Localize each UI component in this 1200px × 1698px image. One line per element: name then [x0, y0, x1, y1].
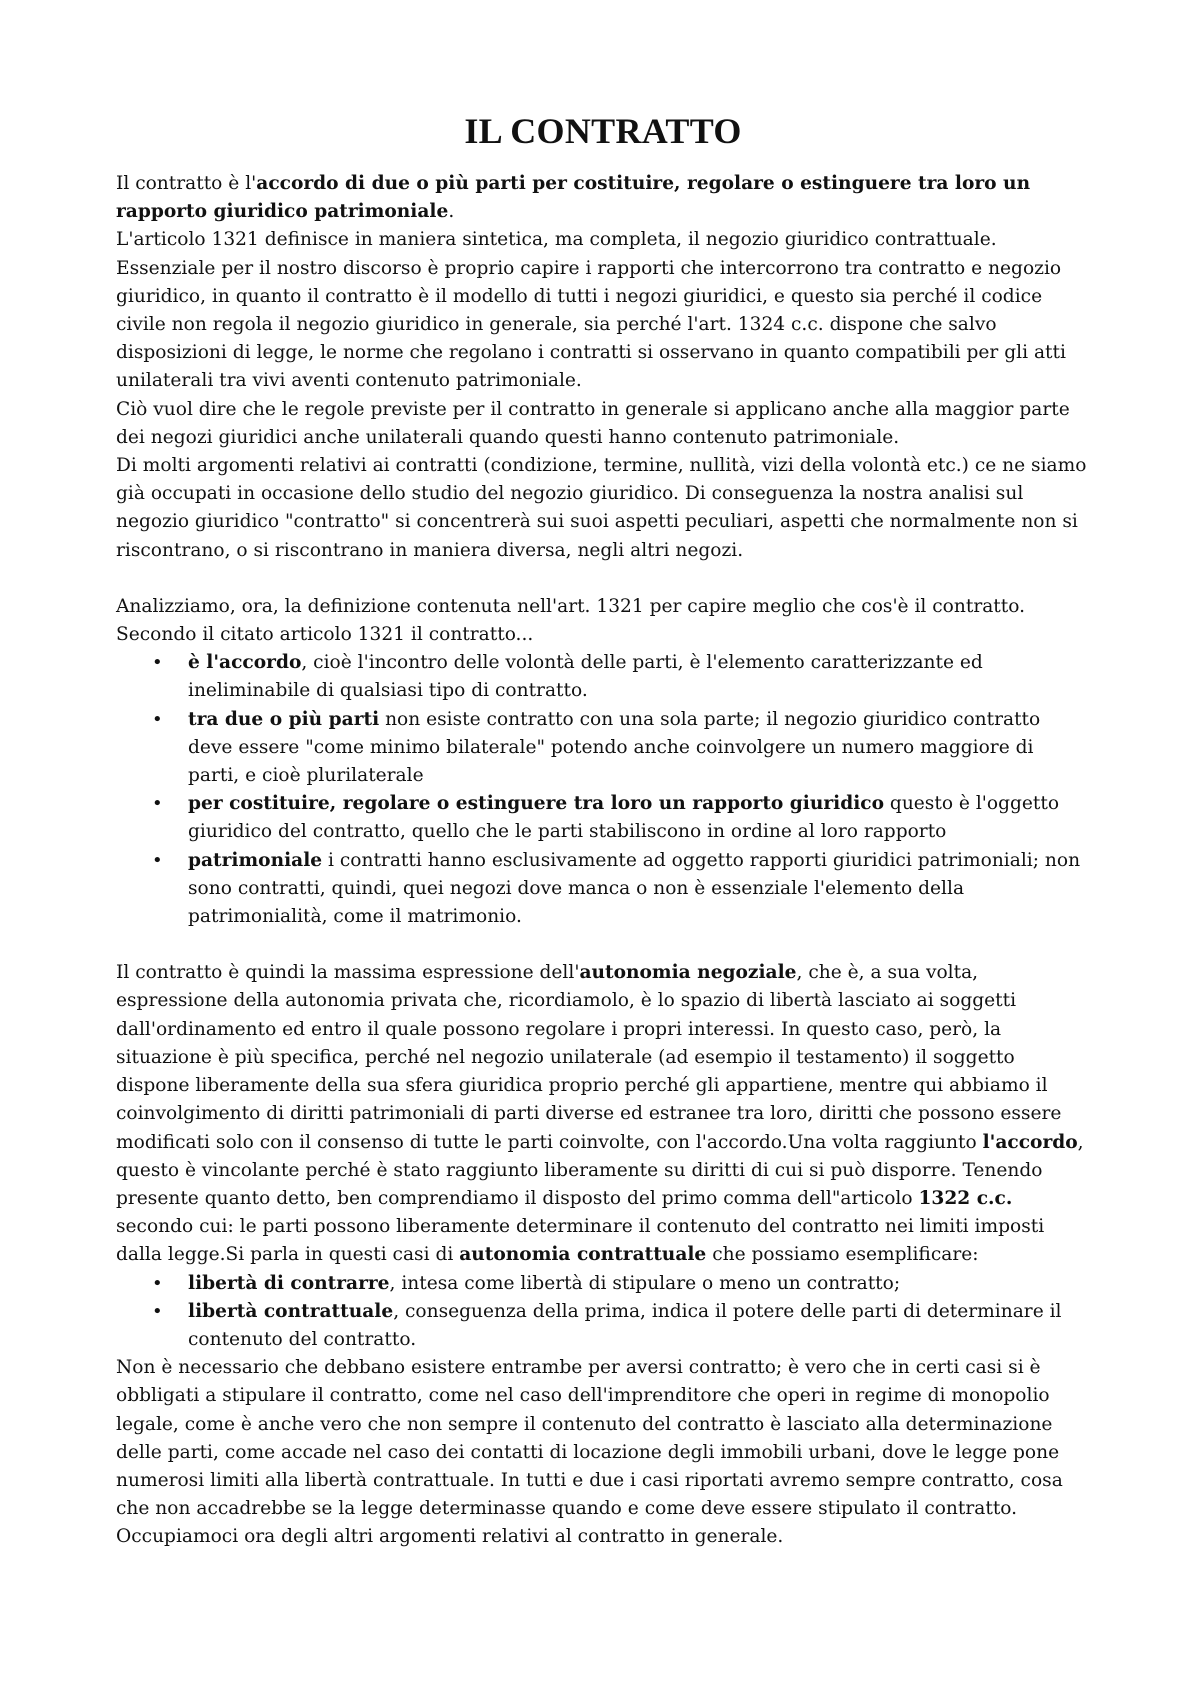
intro-text: Il contratto è l': [116, 173, 257, 194]
bullet-icon: •: [152, 1272, 163, 1294]
list-item: [152, 790, 1090, 846]
intro-text-end: .: [448, 201, 455, 223]
autonomy-term-bold: autonomia negoziale: [579, 962, 797, 984]
list-item: [152, 649, 1090, 705]
paragraph-autonomy: [116, 959, 1090, 1269]
paragraph-conclusion: Non è necessario che debbano esistere entrambe per aversi contratto; è vero che in certi casi si è obbligati a stipulare il contratto, come nel caso dell'imprenditore che operi in regime di monopolio legale, come è anche vero che non sempre il contenuto del contratto è lasciato alla determinazione delle parti, come accade nel caso dei contatti di locazione degli immobili urbani, dove le legge pone numerosi limiti alla libertà contrattuale. In tutti e due i casi riportati avremo sempre contratto, cosa che non accadrebbe se la legge determinasse quando e come deve essere stipulato il contratto. Occupiamoci ora degli altri argomenti relativi al contratto in generale.: [116, 1357, 1063, 1548]
autonomy-list: [116, 1270, 1090, 1355]
autonomy-text: , questo è vincolante perché è stato raggiunto liberamente su diritti di cui si può disporre. Tenendo presente quanto detto, ben comprendiamo il disposto del primo comma dell"articolo: [116, 1131, 1084, 1209]
accordo-term-bold: l'accordo: [982, 1131, 1078, 1153]
autonomy-text: che possiamo esemplificare:: [706, 1244, 979, 1266]
list-item: [152, 1298, 1090, 1354]
definition-list: [116, 649, 1090, 931]
autonomy-text: Il contratto è quindi la massima espressione dell': [116, 962, 580, 984]
list-item-text: , intesa come libertà di stipulare o meno un contratto;: [389, 1272, 901, 1294]
spacer: [116, 565, 1090, 593]
list-item-text: , cioè l'incontro delle volontà delle parti, è l'elemento caratterizzante ed ineliminabile di qualsiasi tipo di contratto.: [188, 652, 983, 702]
paragraph-article-1321: L'articolo 1321 definisce in maniera sintetica, ma completa, il negozio giuridico contrattuale. Essenziale per il nostro discorso è proprio capire i rapporti che intercorrono tra contratto e negozio giuridico, in quanto il contratto è il modello di tutti i negozi giuridici, e questo sia perché il codice civile non regola il negozio giuridico in generale, sia perché l'art. 1324 c.c. dispone che salvo disposizioni di legge, le norme che regolano i contratti si osservano in quanto compatibili per gli atti unilaterali tra vivi aventi contenuto patrimoniale.: [116, 229, 1066, 392]
list-item-term: libertà contrattuale: [188, 1300, 394, 1322]
bullet-icon: •: [152, 652, 163, 674]
article-ref-bold: 1322 c.c.: [918, 1187, 1013, 1209]
list-item: [152, 706, 1090, 791]
paragraph-general-rules: Ciò vuol dire che le regole previste per il contratto in generale si applicano anche alla maggior parte dei negozi giuridici anche unilaterali quando questi hanno contenuto patrimoniale.: [116, 398, 1070, 448]
bullet-icon: •: [152, 1300, 163, 1322]
list-item-term: tra due o più parti: [188, 708, 380, 730]
list-item-term: per costituire, regolare o estinguere tra loro un rapporto giuridico: [188, 793, 885, 815]
bullet-icon: •: [152, 708, 163, 730]
list-item: [152, 847, 1090, 932]
list-item-term: patrimoniale: [188, 849, 323, 871]
list-item-term: libertà di contrarre: [188, 1272, 390, 1294]
contractual-autonomy-bold: autonomia contrattuale: [459, 1244, 707, 1266]
spacer: [116, 931, 1090, 959]
list-item: [152, 1270, 1090, 1298]
autonomy-text: , che è, a sua volta, espressione della autonomia privata che, ricordiamolo, è lo spazio di libertà lasciato ai soggetti dall'ordinamento ed entro il quale possono regolare i propri interessi. In questo caso, però, la situazione è più specifica, perché nel negozio unilaterale (ad esempio il testamento) il soggetto dispone liberamente della sua sfera giuridica proprio perché gli appartiene, mentre qui abbiamo il coinvolgimento di diritti patrimoniali di parti diverse ed estranee tra loro, diritti che possono essere modificati solo con il consenso di tutte le parti coinvolte, con l'accordo.Una volta raggiunto: [116, 962, 1062, 1153]
list-item-text: questo è l'oggetto giuridico del contratto, quello che le parti stabiliscono in ordine al loro rapporto: [188, 793, 1060, 843]
list-item-text: , conseguenza della prima, indica il potere delle parti di determinare il contenuto del contratto.: [188, 1300, 1062, 1350]
document-title: IL CONTRATTO: [464, 111, 742, 151]
paragraph-arguments: Di molti argomenti relativi ai contratti (condizione, termine, nullità, vizi della volontà etc.) ce ne siamo già occupati in occasione dello studio del negozio giuridico. Di conseguenza la nostra analisi sul negozio giuridico "contratto" si concentrerà sui suoi aspetti peculiari, aspetti che normalmente non si riscontrano, o si riscontrano in maniera diversa, negli altri negozi.: [116, 455, 1087, 561]
autonomy-text: secondo cui: le parti possono liberamente determinare il contenuto del contratto nei limiti imposti dalla legge.Si parla in questi casi di: [116, 1216, 1045, 1266]
intro-paragraph: [116, 170, 1090, 226]
bullet-icon: •: [152, 849, 163, 871]
bullet-icon: •: [152, 793, 163, 815]
list-item-text: non esiste contratto con una sola parte; il negozio giuridico contratto deve essere "come minimo bilaterale" potendo anche coinvolgere un numero maggiore di parti, e cioè plurilaterale: [188, 708, 1041, 787]
paragraph-analysis: Analizziamo, ora, la definizione contenuta nell'art. 1321 per capire meglio che cos'è il contratto. Secondo il citato articolo 1321 il contratto...: [116, 595, 1026, 646]
intro-definition-bold: accordo di due o più parti per costituire, regolare o estinguere tra loro un rapporto giuridico patrimoniale: [116, 173, 1031, 223]
list-item-term: è l'accordo: [188, 652, 302, 674]
list-item-text: i contratti hanno esclusivamente ad oggetto rapporti giuridici patrimoniali; non sono contratti, quindi, quei negozi dove manca o non è essenziale l'elemento della patrimonialità, come il matrimonio.: [188, 849, 1081, 928]
